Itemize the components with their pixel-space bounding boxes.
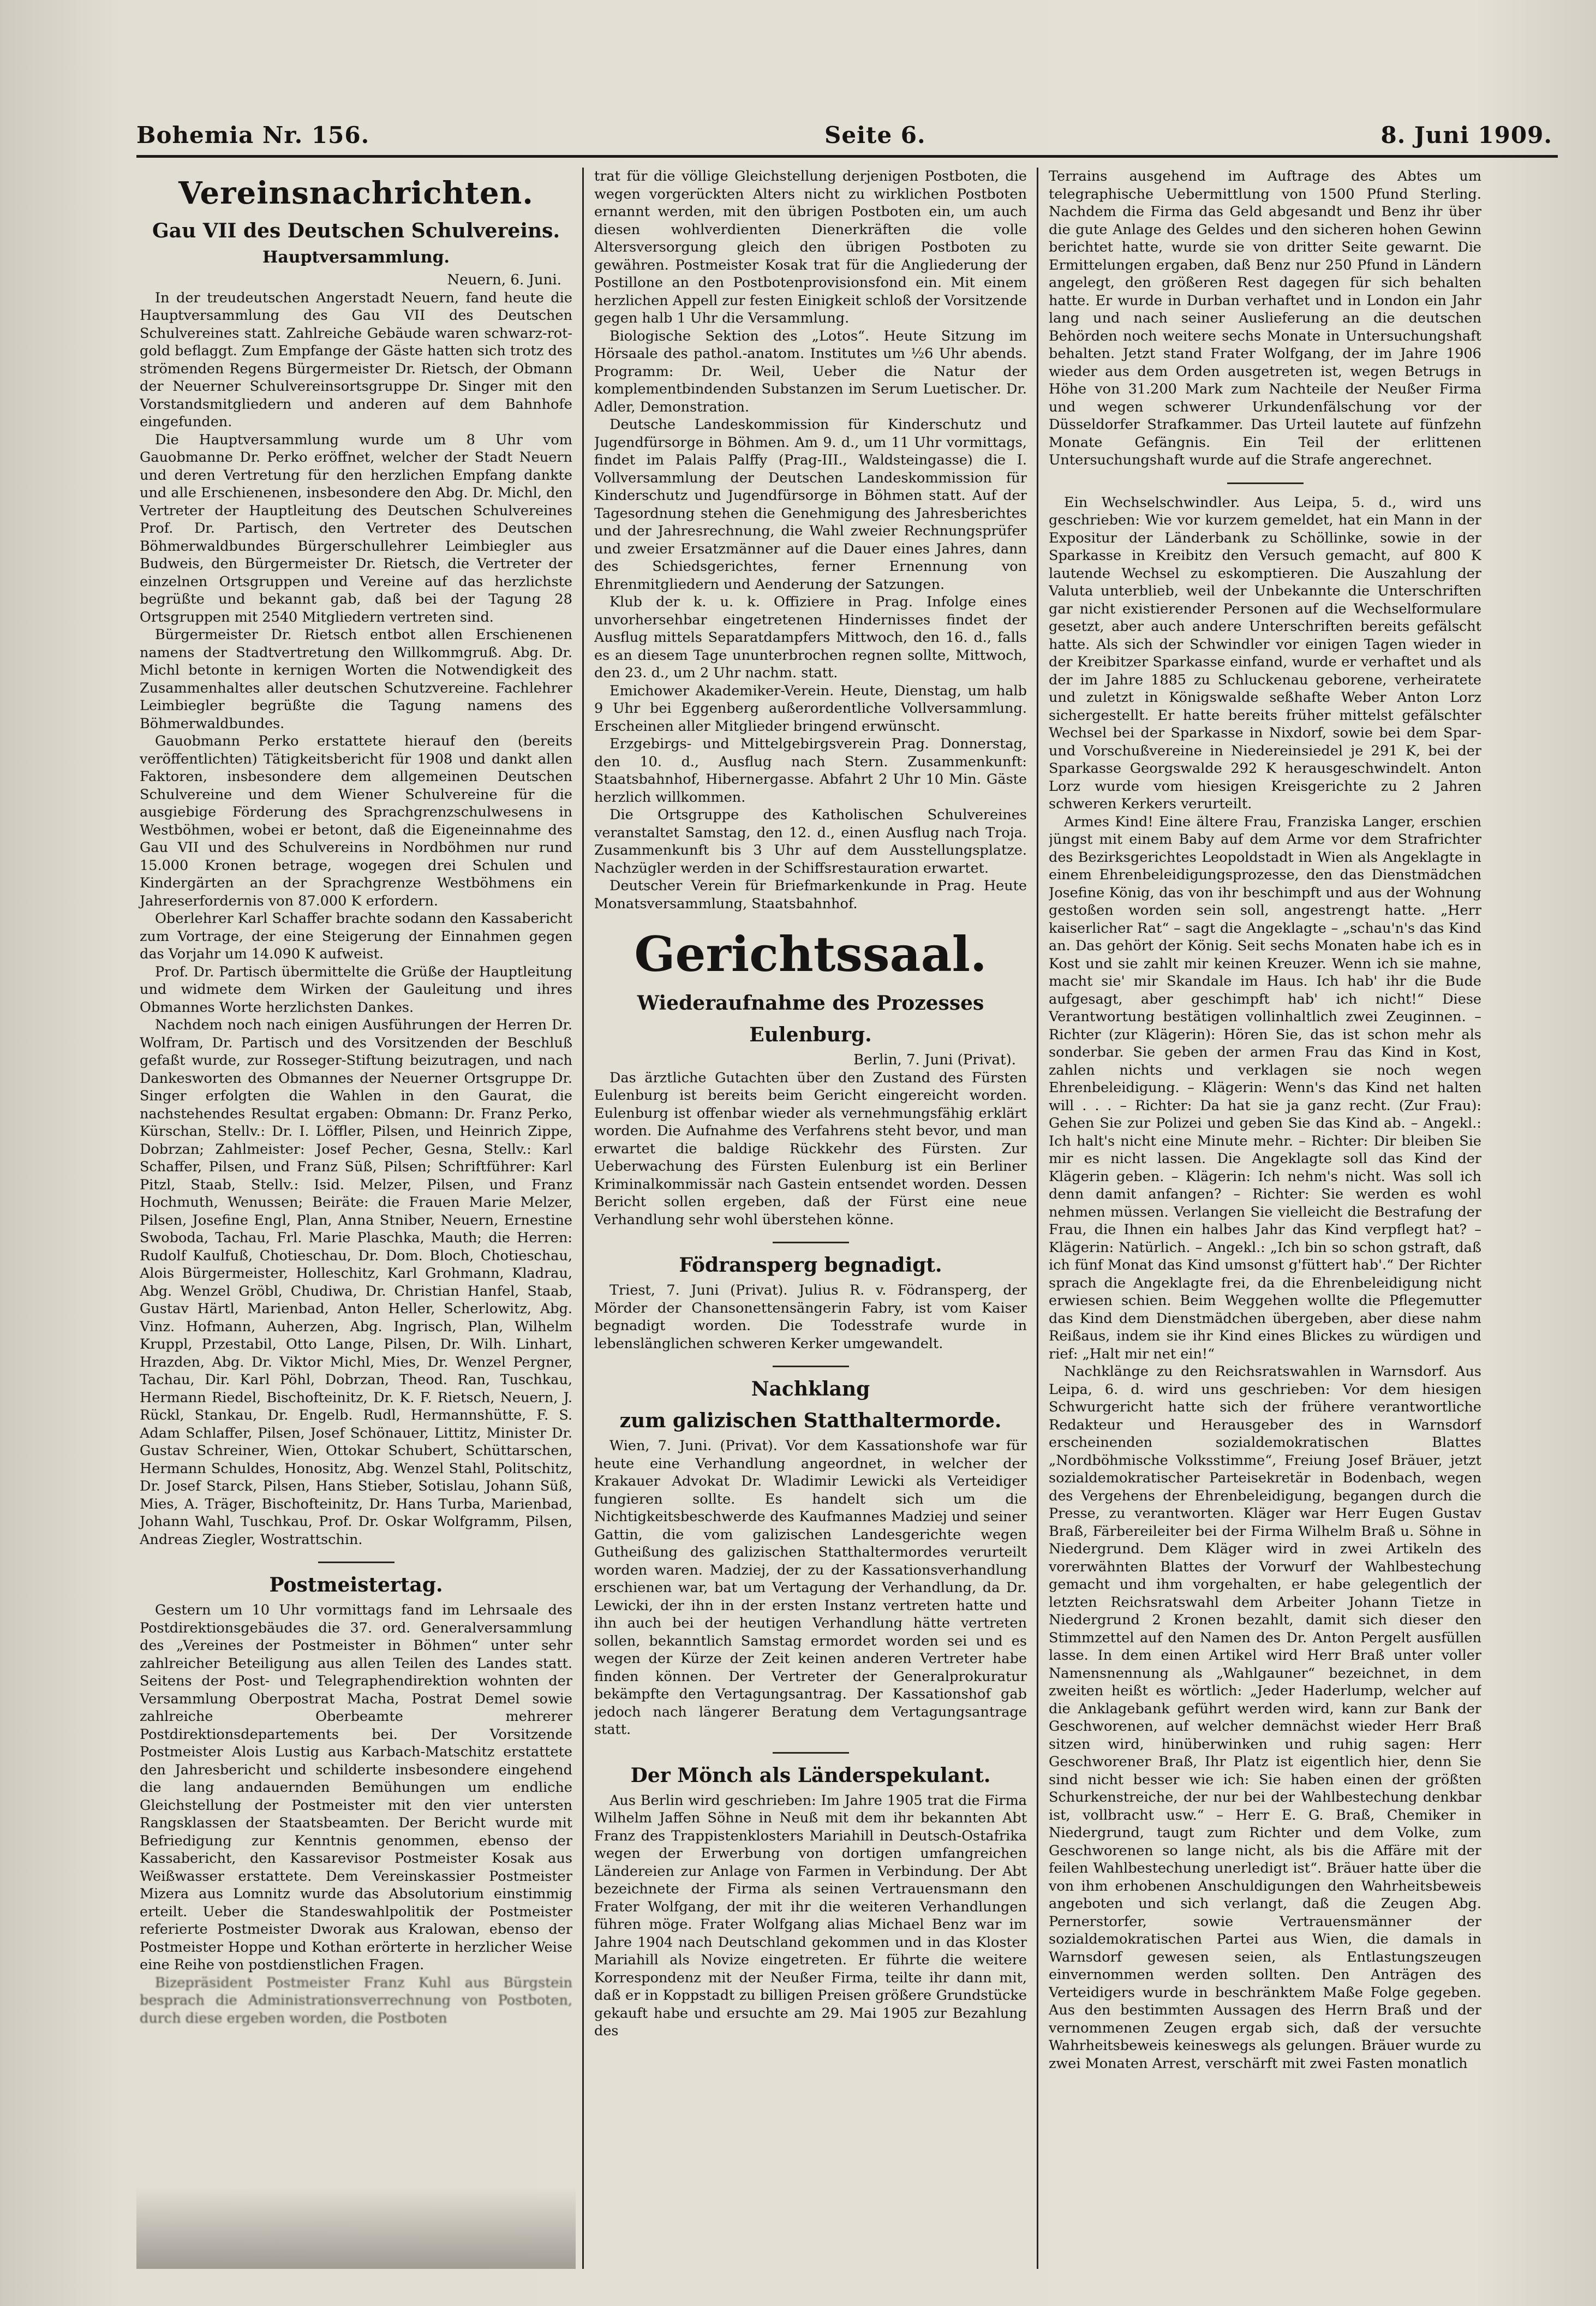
article-title-eulenburg-b: Eulenburg. bbox=[749, 1023, 872, 1046]
article-title-moench: Der Mönch als Länderspekulant. bbox=[630, 1763, 991, 1787]
column-3-inner bbox=[1049, 168, 1481, 2269]
columns bbox=[136, 168, 1558, 2269]
paragraph: In der treudeutschen Angerstadt Neuern, fand heute die Hauptversammlung des Gau VII des Deutschen Schulvereines statt. Zahlreiche Gebäude waren schwarz-rot-gold beflaggt. Zum Empfange der Gäste hatten sich trotz des strömenden Regens Bürgermeister Dr. Rietsch, der Obmann der Neuerner Schulvereinsortsgruppe Dr. Singer mit den Vorstandsmitgliedern und anderen auf dem Bahnhofe eingefunden. bbox=[140, 289, 572, 430]
divider bbox=[773, 1752, 849, 1754]
paragraph-nachklaenge: Nachklänge zu den Reichsratswahlen in Warnsdorf. Aus Leipa, 6. d. wird uns geschrieben: Vor dem hiesigen Schwurgericht hatte sich der frühere verantwortliche Redakteur und Herausgeber des in Warnsdorf erscheinenden sozialdemokratischen Blattes „Nordböhmische Volksstimme“, Freiung Josef Bräuer, jetzt sozialdemokratischer Parteisekretär in Bodenbach, wegen des Vergehens der Ehrenbeleidigung, begangen durch die Presse, zu verantworten. Kläger war Herr Eugen Gustav Braß, Färbereileiter bei der Firma Wilhelm Braß u. Söhne in Niedergrund. Dem Kläger wird in zwei Artikeln des vorerwähnten Blattes der Vorwurf der Wahlbestechung gemacht und ihm vorgehalten, er habe gelegentlich der letzten Reichsratswahl dem Arbeiter Johann Tietze in Niedergrund 2 Kronen bezahlt, damit sich dieser den Stimmzettel auf den Namen des Dr. Anton Pergelt ausfüllen lasse. In dem einen Artikel wird Herr Braß unter voller Namensnennung als „Wahlgauner“ bezeichnet, in dem zweiten heißt es wörtlich: „Jeder Haderlump, welcher auf die Anklagebank geführt werden wird, kann zur Bank der Geschworenen, auf welcher demnächst wieder Herr Braß sitzen wird, hinüberwinken und ruhig sagen: Herr Geschworener Braß, Ihr Platz ist eigentlich hier, denn Sie sind nicht besser wie ich: Sie haben einen der größten Schurkenstreiche, der nur bei der Wahlbestechung denkbar ist, vollbracht usw.“ – Herr E. G. Braß, Chemiker in Niedergrund, taugt zum Richter und dem Volke, zum Geschworenen so lange nicht, als bis die Affäre mit der feilen Wahlbestechung unerledigt ist“. Bräuer hatte über die von ihm erhobenen Anschuldigungen den Wahrheitsbeweis angeboten und sich verlangt, daß die Zeugen Abg. Pernerstorfer, sowie Vertrauensmänner der sozialdemokratischen Partei aus Wien, die damals in Warnsdorf gewesen seien, als Entlastungszeugen einvernommen werden sollten. Den Anträgen des Verteidigers wurde in beschränktem Maße Folge gegeben. Aus den bestimmten Aussagen des Herrn Braß und der vernommenen Zeugen ergab sich, daß der versuchte Wahrheitsbeweis keineswegs als gelungen. Bräuer wurde zu zwei Monaten Arrest, verschärft mit zwei Fasten monatlich bbox=[1049, 1363, 1481, 2072]
section-title-gerichtssaal: Gerichtssaal. bbox=[634, 926, 987, 982]
scan-shadow bbox=[136, 2187, 576, 2269]
paragraph: Gestern um 10 Uhr vormittags fand im Lehrsaale des Postdirektionsgebäudes die 37. ord. Generalversammlung des „Vereines der Postmeister in Böhmen“ unter sehr zahlreicher Beteiligung aus allen Teilen des Landes statt. Seitens der Post- und Telegraphendirektion wohnten der Versammlung Oberpostrat Macha, Postrat Demel sowie zahlreiche Oberbeamte mehrerer Postdirektionsdepartements bei. Der Vorsitzende Postmeister Alois Lustig aus Karbach-Matschitz erstattete den Jahresbericht und schilderte insbesondere eingehend die lang andauernden Bemühungen um endliche Gleichstellung der Postmeister mit den vier untersten Rangsklassen der Staatsbeamten. Der Bericht wurde mit Befriedigung zur Kenntnis genommen, ebenso der Kassabericht, den Kassarevisor Postmeister Kosak aus Weißwasser erstattete. Dem Vereinskassier Postmeister Mizera aus Lomnitz wurde das Absolutorium einstimmig erteilt. Ueber die Standeswahlpolitik der Postmeister referierte Postmeister Dworak aus Kralowan, ebenso der Postmeister Hoppe und Kothan erörterte in herzlicher Weise eine Reihe von postdienstlichen Fragen. bbox=[140, 1602, 572, 1973]
masthead-center: Seite 6. bbox=[824, 122, 926, 148]
paragraph: Die Hauptversammlung wurde um 8 Uhr vom Gauobmanne Dr. Perko eröffnet, welcher der Stadt Neuern und deren Vertretung für den herzlichen Empfang dankte und alle Erschienenen, insbesondere den Abg. Dr. Michl, den Vertreter der Hauptleitung des Deutschen Schulvereines Prof. Dr. Partisch, den Vertreter des Deutschen Böhmerwaldbundes Bürgerschullehrer Leimbiegler aus Budweis, den Bürgermeister Dr. Rietsch, die Vertreter der einzelnen Ortsgruppen und Vereine auf das herzlichste begrüßte und bekannt gab, daß bei der Tagung 28 Ortsgruppen mit 2540 Mitgliedern vertreten sind. bbox=[140, 431, 572, 625]
masthead-right: 8. Juni 1909. bbox=[1380, 122, 1552, 148]
divider bbox=[1227, 482, 1304, 484]
column-1 bbox=[136, 168, 576, 2269]
article-subtitle-hauptversammlung: Hauptversammlung. bbox=[262, 248, 450, 267]
paragraph: Wien, 7. Juni. (Privat). Vor dem Kassationshofe war für heute eine Verhandlung angeordnet, in welcher der Krakauer Advokat Dr. Wladimir Lewicki als Verteidiger fungieren sollte. Es handelt sich um die Nichtigkeitsbeschwerde des Kaufmannes Madziej und seiner Gattin, die vom galizischen Landesgerichte wegen Gutheißung des galizischen Statthaltermordes verurteilt worden waren. Madziej, der zu der Kassationsverhandlung erschienen war, bat um Vertagung der Verhandlung, da Dr. Lewicki, der ihn in der ersten Instanz vertreten hatte und ihn auch bei der heutigen Verhandlung hätte vertreten sollen, bekanntlich Samstag ermordet worden sei und es wegen der Kürze der Zeit keinen anderen Vertreter habe finden können. Der Vertreter der Generalprokuratur bekämpfte den Vertagungsantrag. Der Kassationshof gab jedoch nach längerer Beratung dem Vertagungsantrage statt. bbox=[594, 1438, 1027, 1738]
paragraph: Triest, 7. Juni (Privat). Julius R. v. Födransperg, der Mörder der Chansonettensängerin Fabry, ist vom Kaiser begnadigt worden. Die Todesstrafe wurde in lebenslänglichen schweren Kerker umgewandelt. bbox=[594, 1282, 1027, 1352]
paragraph: Erzgebirgs- und Mittelgebirgsverein Prag. Donnerstag, den 10. d., Ausflug nach Stern. Zusammenkunft: Staatsbahnhof, Hibernergasse. Abfahrt 2 Uhr 10 Min. Gäste herzlich willkommen. bbox=[594, 736, 1027, 806]
paragraph: Deutscher Verein für Briefmarkenkunde in Prag. Heute Monatsversammlung, Staatsbahnhof. bbox=[594, 878, 1027, 912]
article-title-schulverein: Gau VII des Deutschen Schulvereins. bbox=[152, 219, 560, 242]
paragraph-wechselschwindler: Ein Wechselschwindler. Aus Leipa, 5. d., wird uns geschrieben: Wie vor kurzem gemeldet, hat ein Mann in der Expositur der Länderbank zu Schöllinke, sowie in der Sparkasse in Kreibitz den Versuch gemacht, auf 800 K lautende Wechsel zu eskomptieren. Die Auszahlung der Valuta unterblieb, weil der Unbekannte die Unterschriften gar nicht existierender Personen auf die Wechselformulare gesetzt, aber auch andere Unterschriften bereits gefälscht hatte. Als sich der Schwindler vor einigen Tagen wieder in der Kreibitzer Sparkasse einfand, wurde er verhaftet und als der im Jahre 1885 zu Schluckenau geborene, verheiratete und zuletzt in Königswalde seßhafte Weber Anton Lorz sichergestellt. Er hatte bereits früher mittelst gefälschter Wechsel bei der Sparkasse in Nixdorf, sowie bei dem Spar- und Vorschußvereine in Niedereinsiedel je 291 K, bei der Sparkasse Georgswalde 292 K herausgeschwindelt. Anton Lorz wurde vom hiesigen Kreisgerichte zu 2 Jahren schweren Kerkers verurteilt. bbox=[1049, 494, 1481, 812]
divider bbox=[773, 1366, 849, 1367]
article-title-postmeistertag: Postmeistertag. bbox=[269, 1574, 443, 1596]
masthead bbox=[136, 115, 1558, 158]
column-2 bbox=[591, 168, 1030, 2269]
paragraph: Prof. Dr. Partisch übermittelte die Grüße der Hauptleitung und widmete dem Wirken der Gauleitung und ihres Obmannes Worte herzlichsten Dankes. bbox=[140, 963, 572, 1016]
paragraph-armes-kind: Armes Kind! Eine ältere Frau, Franziska Langer, erschien jüngst mit einem Baby auf dem Arme vor dem Strafrichter des Bezirksgerichtes Leopoldstadt in Wien als Angeklagte in einem Ehrenbeleidigungsprozesse, den das Dienstmädchen Josefine König, das von ihr beschimpft und aus der Wohnung gestoßen worden sein soll, angestrengt hatte. „Herr kaiserlicher Rat“ – sagt die Angeklagte – „schau'n's das Kind an. Das gehört der König. Seit sechs Monaten habe ich es in Kost und sie zahlt mir keinen Kreuzer. Wenn ich sie mahne, macht sie' mir Skandale im Haus. Ich hab' ihr die Bude aufgesagt, aber geschimpft hab' ich nicht!“ Diese Verantwortung bestätigen vollinhaltlich zwei Zeuginnen. – Richter (zur Klägerin): Hören Sie, das ist schon mehr als sonderbar. Sie geben der armen Frau das Kind in Kost, zahlen nichts und verklagen sie noch wegen Ehrenbeleidigung. – Klägerin: Wenn's das Kind net halten will . . . – Richter: Da hat sie ja ganz recht. (Zur Frau): Gehen Sie zur Polizei und geben Sie das Kind ab. – Angekl.: Ich halt's nicht eine Minute mehr. – Richter: Dir bleiben Sie mir es nicht lassen. Die Angeklagte soll das Kind der Klägerin geben. – Klägerin: Ich nehm's nicht. Was soll ich denn damit anfangen? – Richter: Sie werden es wohl nehmen müssen. Verlangen Sie vielleicht die Bestrafung der Frau, die Ihnen ein halbes Jahr das Kind verpflegt hat? – Klägerin: Natürlich. – Angekl.: „Ich bin so schon gstraft, daß ich fünf Monat das Kind umsonst g'füttert hab'.“ Der Richter sprach die Angeklagte frei, da die Ehrenbeleidigung nicht erwiesen schien. Beim Weggehen wollte die Pflegemutter das Kind dem Dienstmädchen übergeben, aber diese nahm Reißaus, indem sie ihr Kind eines Blickes zu würdigen und rief: „Halt mir net ein!“ bbox=[1049, 813, 1481, 1362]
article-title-eulenburg: Wiederaufnahme des Prozesses bbox=[637, 992, 984, 1015]
column-3 bbox=[1045, 168, 1485, 2269]
paragraph: Klub der k. u. k. Offiziere in Prag. Infolge eines unvorhersehbar eingetretenen Hindernisses findet der Ausflug mittels Separatdampfers Mittwoch, den 16. d., falls es an diesem Tage ununterbrochen regnen sollte, Mittwoch, den 23. d., um 2 Uhr nachm. statt. bbox=[594, 594, 1027, 681]
article-title-foedransperg: Födransperg begnadigt. bbox=[679, 1254, 942, 1277]
paragraph: Bürgermeister Dr. Rietsch entbot allen Erschienenen namens der Stadtvertretung den Willkommgruß. Abg. Dr. Michl betonte in kernigen Worten die Notwendigkeit des Zusammenhaltes aller deutschen Schutzvereine. Fachlehrer Leimbiegler begrüßte die Tagung namens des Böhmerwaldbundes. bbox=[140, 627, 572, 732]
divider bbox=[773, 1242, 849, 1243]
section-title-vereinsnachrichten: Vereinsnachrichten. bbox=[178, 175, 534, 211]
dateline-berlin: Berlin, 7. Juni (Privat). bbox=[853, 1052, 1016, 1068]
column-2-inner bbox=[594, 168, 1027, 2269]
paragraph: Emichower Akademiker-Verein. Heute, Dienstag, um halb 9 Uhr bei Eggenberg außerordentliche Vollversammlung. Erscheinen aller Mitglieder bringend erwünscht. bbox=[594, 682, 1027, 735]
paragraph: Oberlehrer Karl Schaffer brachte sodann den Kassabericht zum Vortrage, der eine Steigerung der Einnahmen gegen das Vorjahr um 14.090 K aufweist. bbox=[140, 910, 572, 962]
paragraph: Gauobmann Perko erstattete hierauf den (bereits veröffentlichten) Tätigkeitsbericht für 1908 und dankt allen Faktoren, insbesondere dem allgemeinen Deutschen Schulvereine und dem Wiener Schulvereine für die ausgiebige Förderung des Sprachgrenzschulwesens in Westböhmen, wobei er betont, daß die Eigeneinnahme des Gau VII und des Schulvereins in Nordböhmen nur rund 15.000 Kronen betrage, wogegen drei Schulen und Kindergärten an der Sprachgrenze Westböhmens ein Jahreserfordernis von 87.000 K erfordern. bbox=[140, 733, 572, 909]
divider bbox=[318, 1562, 394, 1563]
paragraph: Biologische Sektion des „Lotos“. Heute Sitzung im Hörsaale des pathol.-anatom. Institutes um ½6 Uhr abends. Programm: Dr. Weil, Ueber die Natur der komplementbindenden Substanzen im Serum Luetischer. Dr. Adler, Demonstration. bbox=[594, 327, 1027, 415]
dateline-neuern: Neuern, 6. Juni. bbox=[447, 272, 561, 288]
paragraph: Terrains ausgehend im Auftrage des Abtes um telegraphische Uebermittlung von 1500 Pfund Sterling. Nachdem die Firma das Geld abgesandt und Benz ihr über die gute Anlage des Geldes und den sicheren hohen Gewinn berichtet hatte, wurde sie von dritter Seite gewarnt. Die Ermittelungen ergaben, daß Benz nur 250 Pfund in Ländern angelegt, den größeren Rest dagegen für sich behalten hatte. Er wurde in Durban verhaftet und in London ein Jahr lang und nach seiner Auslieferung an die deutschen Behörden noch weitere sechs Monate in Untersuchungshaft behalten. Jetzt stand Frater Wolfgang, der im Jahre 1906 wieder aus dem Orden ausgetreten ist, wegen Betrugs in Höhe von 31.200 Mark zum Nachteile der Neußer Firma und wegen schwerer Urkundenfälschung vor der Düsseldorfer Strafkammer. Das Urteil lautete auf fünfzehn Monate Gefängnis. Ein Teil der erlittenen Untersuchungshaft wurde auf die Strafe angerechnet. bbox=[1049, 168, 1481, 468]
article-title-nachklang: Nachklang bbox=[751, 1378, 870, 1401]
paragraph: Die Ortsgruppe des Katholischen Schulvereines veranstaltet Samstag, den 12. d., einen Ausflug nach Troja. Zusammenkunft bis 3 Uhr auf dem Ausstellungsplatze. Nachzügler werden in der Schiffsrestauration erwartet. bbox=[594, 807, 1027, 877]
paragraph: Nachdem noch nach einigen Ausführungen der Herren Dr. Wolfram, Dr. Partisch und des Vorsitzenden der Beschluß gefaßt wurde, zur Rosseger-Stiftung beizutragen, und nach Dankesworten des Obmannes der Neuerner Ortsgruppe Dr. Singer erfolgten die Wahlen in den Gaurat, die nachstehendes Resultat ergaben: Obmann: Dr. Franz Perko, Kürschan, Stellv.: Dr. I. Löffler, Pilsen, und Heinrich Zippe, Dobrzan; Zahlmeister: Josef Pecher, Gesna, Stellv.: Karl Schaffer, Pilsen, und Franz Süß, Pilsen; Schriftführer: Karl Pitzl, Staab, Stellv.: Isid. Melzer, Pilsen, und Franz Hochmuth, Wenussen; Beiräte: die Frauen Marie Melzer, Pilsen, Josefine Engl, Plan, Anna Stniber, Neuern, Ernestine Swoboda, Tachau, Frl. Marie Plaschka, Mauth; die Herren: Rudolf Kaulfuß, Chotieschau, Dr. Dom. Bloch, Chotieschau, Alois Bürgermeister, Holleschitz, Karl Grohmann, Kladrau, Abg. Wenzel Gröbl, Chudiwa, Dr. Christian Hanfel, Staab, Gustav Härtl, Marienbad, Anton Heller, Scherlowitz, Abg. Vinz. Hofmann, Auherzen, Abg. Ingrisch, Plan, Wilhelm Kruppl, Przestabil, Otto Lange, Pilsen, Dr. Wilh. Linhart, Hrazden, Abg. Dr. Viktor Michl, Mies, Dr. Wenzel Pergner, Tachau, Dir. Karl Pöhl, Dobrzan, Theod. Ran, Tuschkau, Hermann Riedel, Bischofteinitz, Dr. K. F. Rietsch, Neuern, J. Rückl, Stankau, Dr. Engelb. Rudl, Hermannshütte, F. S. Adam Schlaffer, Pilsen, Josef Schönauer, Littitz, Minister Dr. Gustav Schreiner, Wien, Ottokar Schubert, Schüttarschen, Hermann Schuldes, Honositz, Abg. Wenzel Stahl, Politschitz, Dr. Josef Starck, Pilsen, Hans Stieber, Sotislau, Johann Süß, Mies, A. Träger, Bischofteinitz, Dr. Hans Turba, Marienbad, Johann Wahl, Tuschkau, Prof. Dr. Oskar Wolfgramm, Pilsen, Andreas Ziegler, Wostrattschin. bbox=[140, 1017, 572, 1548]
paragraph: Aus Berlin wird geschrieben: Im Jahre 1905 trat die Firma Wilhelm Jaffen Söhne in Neuß mit dem ihr bekannten Abt Franz des Trappistenklosters Mariahill in Deutsch-Ostafrika wegen der Erwerbung von dortigen umfangreichen Ländereien zur Anlage von Farmen in Verbindung. Der Abt bezeichnete der Firma als seinen Vertrauensmann den Frater Wolfgang, der mit ihr die weiteren Verhandlungen führen möge. Frater Wolfgang alias Michael Benz war im Jahre 1904 nach Deutschland gekommen und in das Kloster Mariahill als Novize eingetreten. Er führte die weitere Korrespondenz mit der Neußer Firma, teilte ihr dann mit, daß er in Koppstadt zu billigen Preisen größere Grundstücke gekauft habe und ersuchte am 29. Mai 1905 zur Bezahlung des bbox=[594, 1792, 1027, 2039]
article-title-nachklang-b: zum galizischen Statthaltermorde. bbox=[619, 1409, 1002, 1432]
paragraph: trat für die völlige Gleichstellung derjenigen Postboten, die wegen vorgerückten Alters nicht zu wirklichen Postboten ernannt werden, mit den übrigen Postboten ein, um auch diesen wohlverdienten Dienerkräften die volle Altersversorgung gleich den übrigen Postboten zu gewähren. Postmeister Kosak trat für die Angliederung der Postillone an den Postbotenprovisionsfond ein. Mit einem herzlichen Appell zur festen Einigkeit schloß der Vorsitzende gegen halb 1 Uhr die Versammlung. bbox=[594, 168, 1027, 326]
masthead-left: Bohemia Nr. 156. bbox=[136, 122, 370, 148]
paragraph-blurred: Bizepräsident Postmeister Franz Kuhl aus Bürgstein besprach die Administrationsverrechnung von Postboten, durch diese ergeben worden, die Postboten bbox=[140, 1974, 572, 2027]
paragraph: Das ärztliche Gutachten über den Zustand des Fürsten Eulenburg ist bereits beim Gericht eingereicht worden. Eulenburg ist offenbar wieder als vernehmungsfähig erklärt worden. Die Aufnahme des Verfahrens steht bevor, und man erwartet die baldige Rückkehr des Fürsten. Zur Ueberwachung des Fürsten Eulenburg ist ein Berliner Kriminalkommissär nach Gastein entsendet worden. Dessen Bericht sollen ergeben, daß der Fürst eine neue Verhandlung sehr wohl überstehen könne. bbox=[594, 1069, 1027, 1228]
paragraph: Deutsche Landeskommission für Kinderschutz und Jugendfürsorge in Böhmen. Am 9. d., um 11 Uhr vormittags, findet im Palais Palffy (Prag-III., Waldsteingasse) die I. Vollversammlung der Deutschen Landeskommission für Kinderschutz und Jugendfürsorge in Böhmen statt. Auf der Tagesordnung stehen die Genehmigung des Jahresberichtes und der Jahresrechnung, die Wahl zweier Rechnungsprüfer und zweier Ersatzmänner auf die Dauer eines Jahres, dann des Schiedsgerichtes, ferner Ernennung von Ehrenmitgliedern und Aenderung der Satzungen. bbox=[594, 416, 1027, 593]
